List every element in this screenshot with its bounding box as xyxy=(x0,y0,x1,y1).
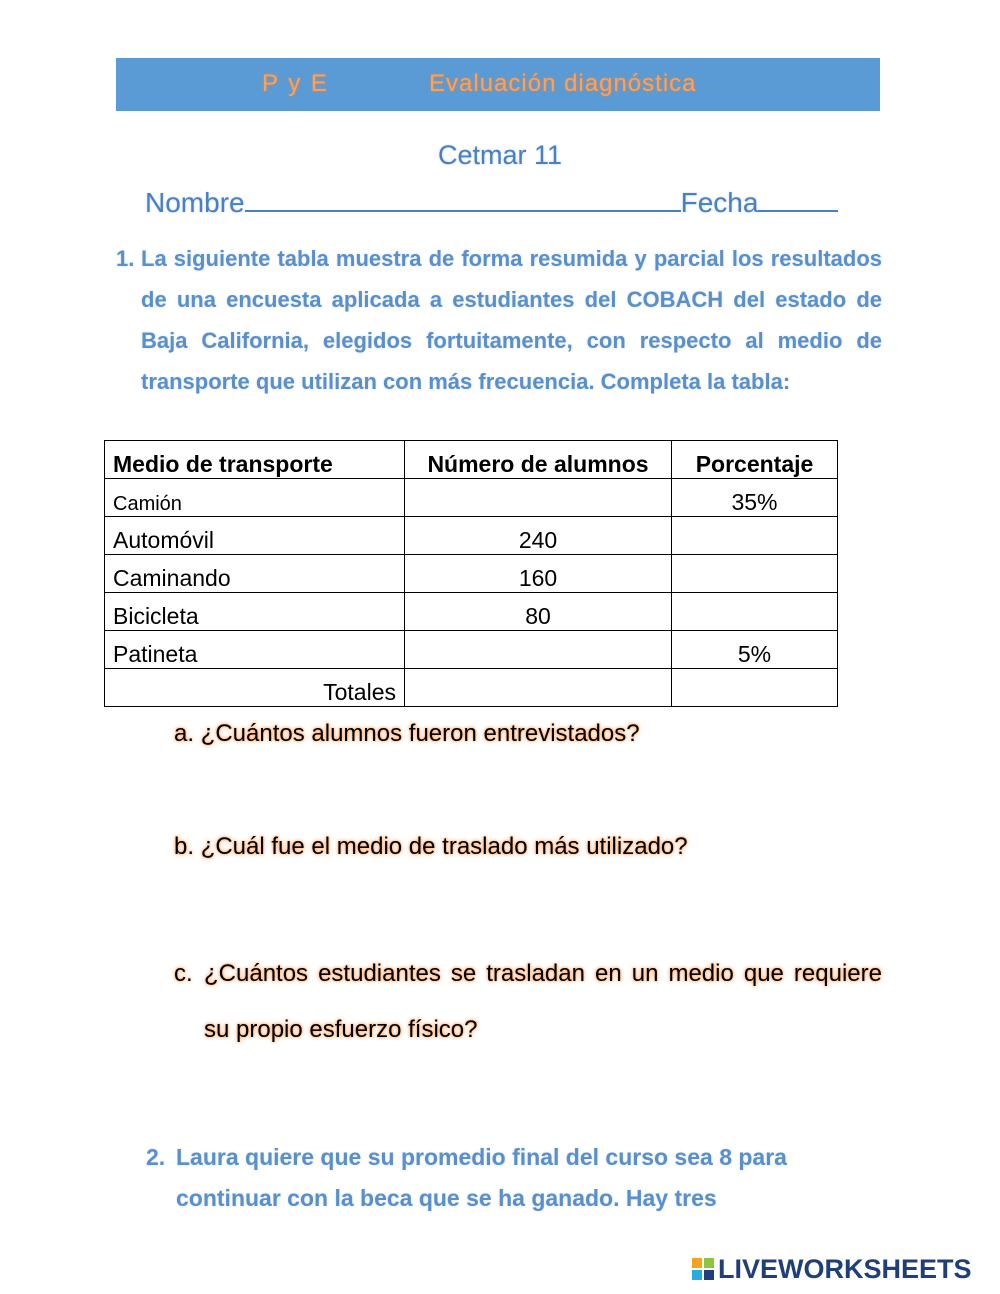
question-1 xyxy=(116,238,882,402)
cell-porcentaje-input[interactable] xyxy=(672,555,838,593)
subquestion-a-text: ¿Cuántos alumnos fueron entrevistados? xyxy=(200,720,640,747)
date-label: Fecha xyxy=(680,187,759,218)
subquestion-a xyxy=(174,720,640,748)
header-medio: Medio de transporte xyxy=(105,441,405,479)
totals-porcentaje-input[interactable] xyxy=(672,669,838,707)
liveworksheets-logo xyxy=(692,1252,972,1286)
table-row xyxy=(105,593,838,631)
cell-porcentaje: 35% xyxy=(672,479,838,517)
table-totals-row xyxy=(105,669,838,707)
header-porcentaje: Porcentaje xyxy=(672,441,838,479)
question-2 xyxy=(146,1137,866,1219)
totals-label: Totales xyxy=(105,669,405,707)
question-2-text: Laura quiere que su promedio final del curso sea 8 para continuar con la beca que se ha ganado. Hay tres xyxy=(176,1144,787,1211)
worksheet-title: Evaluación diagnóstica xyxy=(429,70,697,97)
logo-icon xyxy=(692,1258,714,1280)
cell-alumnos: 240 xyxy=(405,517,672,555)
subquestion-b-text: ¿Cuál fue el medio de traslado más utilizado? xyxy=(200,833,688,860)
question-2-number: 2. xyxy=(146,1144,166,1170)
header-alumnos: Número de alumnos xyxy=(405,441,672,479)
table-row xyxy=(105,479,838,517)
name-date-line xyxy=(145,184,838,219)
logo-square xyxy=(692,1258,702,1268)
cell-alumnos-input[interactable] xyxy=(405,631,672,669)
name-field[interactable] xyxy=(245,184,681,212)
school-name: Cetmar 11 xyxy=(437,140,563,170)
logo-square xyxy=(704,1258,714,1268)
table-row xyxy=(105,517,838,555)
cell-medio: Camión xyxy=(105,479,405,517)
totals-alumnos-input[interactable] xyxy=(405,669,672,707)
name-label: Nombre xyxy=(145,187,245,218)
cell-medio: Caminando xyxy=(105,555,405,593)
subject-title: P y E xyxy=(262,70,329,97)
logo-square xyxy=(692,1270,702,1280)
subquestion-a-label: a. xyxy=(174,720,195,747)
subquestion-c xyxy=(174,946,882,1058)
table-header-row xyxy=(105,441,838,479)
cell-alumnos: 80 xyxy=(405,593,672,631)
subquestion-c-label: c. xyxy=(174,960,193,987)
cell-medio: Patineta xyxy=(105,631,405,669)
table-row xyxy=(105,555,838,593)
transport-table xyxy=(104,440,838,707)
subquestion-c-text: ¿Cuántos estudiantes se trasladan en un medio que requiere su propio esfuerzo físico? xyxy=(204,960,882,1043)
cell-porcentaje-input[interactable] xyxy=(672,593,838,631)
date-field[interactable] xyxy=(758,184,838,212)
table-row xyxy=(105,631,838,669)
subquestion-b xyxy=(174,833,688,861)
cell-porcentaje-input[interactable] xyxy=(672,517,838,555)
cell-medio: Bicicleta xyxy=(105,593,405,631)
cell-alumnos-input[interactable] xyxy=(405,479,672,517)
question-1-number: 1. xyxy=(116,246,135,271)
logo-text: LIVEWORKSHEETS xyxy=(718,1253,972,1284)
subquestion-b-label: b. xyxy=(174,833,195,860)
cell-alumnos: 160 xyxy=(405,555,672,593)
cell-porcentaje: 5% xyxy=(672,631,838,669)
cell-medio: Automóvil xyxy=(105,517,405,555)
question-1-text: La siguiente tabla muestra de forma resumida y parcial los resultados de una encuesta aplicada a estudiantes del COBACH del estado de Baja California, elegidos fortuitamente, con respecto al medio de transporte que utilizan con más frecuencia. Completa la tabla: xyxy=(141,246,882,394)
logo-square xyxy=(704,1270,714,1280)
